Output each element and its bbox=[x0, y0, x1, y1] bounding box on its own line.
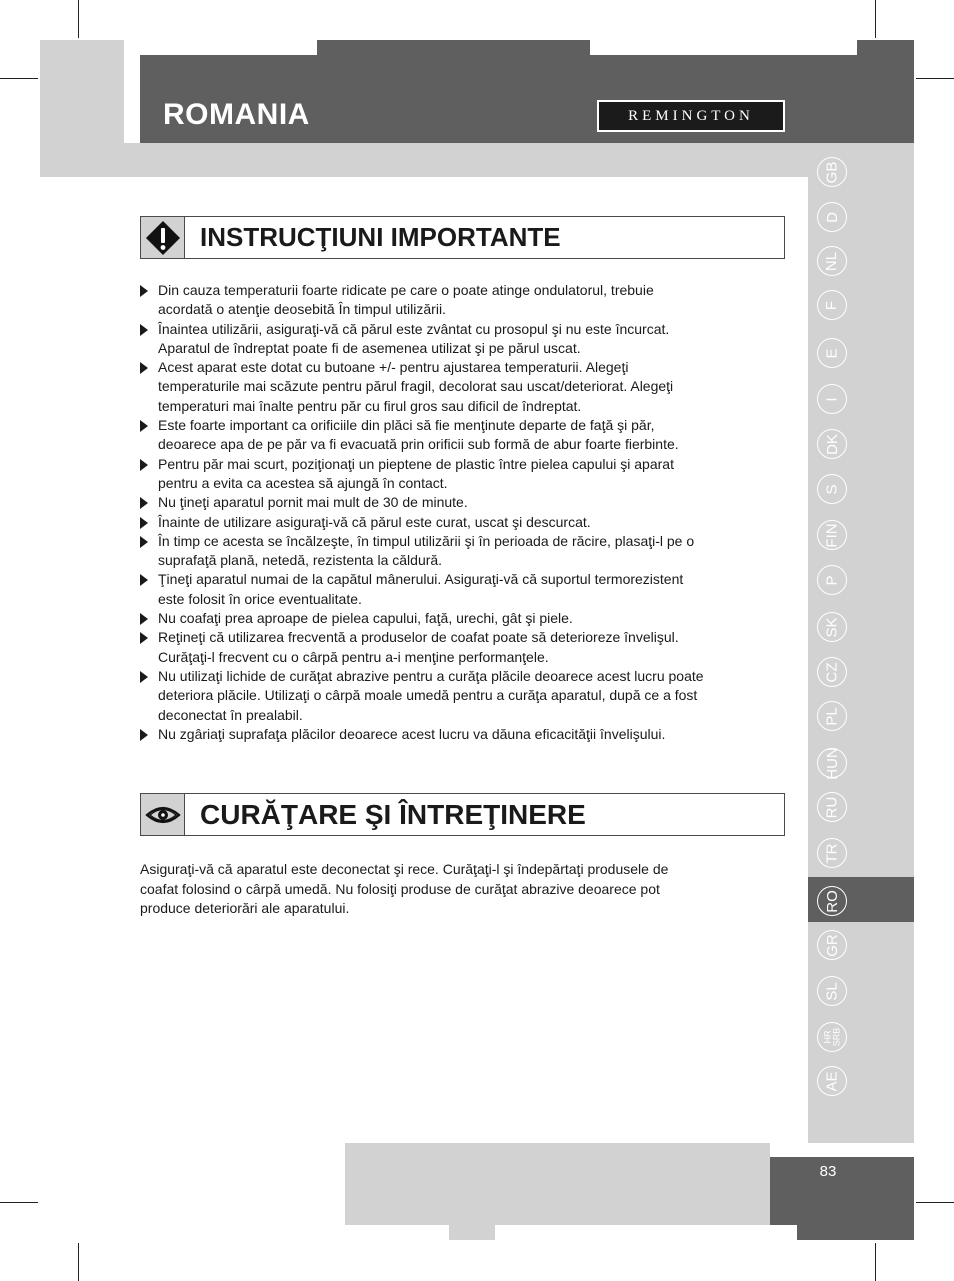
list-item-line: Nu utilizaţi lichide de curăţat abrazive pentru a curăţa plăcile deoarece acest lucru poate bbox=[158, 667, 704, 684]
bullet-triangle-icon bbox=[140, 574, 148, 586]
header-tab-top bbox=[857, 40, 914, 55]
language-tab-label: GR bbox=[823, 933, 841, 957]
list-item-line: Nu zgâriaţi suprafaţa plăcilor deoarece acest lucru va dăuna eficacităţii învelişului. bbox=[158, 725, 666, 742]
crop-mark bbox=[916, 1202, 954, 1203]
list-item bbox=[137, 320, 777, 359]
list-item-line: acordată o atenţie deosebită În timpul utilizării. bbox=[158, 301, 446, 318]
crop-mark bbox=[78, 0, 79, 38]
language-tab-label: P bbox=[823, 574, 841, 586]
exclamation-icon bbox=[145, 220, 181, 256]
bullet-triangle-icon bbox=[140, 536, 148, 548]
crop-mark bbox=[875, 0, 876, 38]
language-tab-tr bbox=[817, 838, 847, 868]
crop-mark bbox=[78, 1243, 79, 1281]
list-item-line: Înainte de utilizare asiguraţi-vă că părul este curat, uscat şi descurcat. bbox=[158, 513, 591, 530]
list-item bbox=[137, 513, 777, 532]
language-tab-f bbox=[817, 290, 847, 320]
list-item-line: suprafaţă plană, netedă, rezistenta la căldură. bbox=[158, 552, 443, 569]
list-item bbox=[137, 570, 777, 609]
bullet-triangle-icon bbox=[140, 362, 148, 374]
paragraph-line: coafat folosind o cârpă umedă. Nu folosiţi produse de curăţat abrazive deoarece pot bbox=[140, 880, 660, 897]
list-item bbox=[137, 416, 777, 455]
list-item-line: Nu coafaţi prea aproape de pielea capului, faţă, urechi, gât şi piele. bbox=[158, 610, 573, 627]
section-header-cleaning bbox=[140, 793, 785, 836]
language-tab-label: D bbox=[823, 211, 841, 223]
crop-mark bbox=[916, 78, 954, 79]
language-tab-label: CZ bbox=[823, 662, 841, 682]
bullet-triangle-icon bbox=[140, 285, 148, 297]
list-item-line: deconectat în prealabil. bbox=[158, 706, 303, 723]
footer-dark-tab bbox=[797, 1225, 914, 1240]
bullet-triangle-icon bbox=[140, 324, 148, 336]
section-icon-box bbox=[141, 794, 185, 835]
list-item-line: Ţineţi aparatul numai de la capătul mânerului. Asiguraţi-vă că suportul termorezistent bbox=[158, 571, 684, 588]
list-item-line: deteriora plăcile. Utilizaţi o cârpă moale umedă pentru a curăţa aparatul, după ce a fost bbox=[158, 687, 698, 704]
list-item-line: Acest aparat este dotat cu butoane +/- pentru ajustarea temperaturii. Alegeţi bbox=[158, 359, 629, 376]
language-tab-ru bbox=[817, 792, 847, 822]
list-item bbox=[137, 455, 777, 494]
language-tab-pl bbox=[817, 701, 847, 731]
language-tab-label: RO bbox=[823, 889, 841, 913]
crop-mark bbox=[0, 78, 38, 79]
language-tab-label: AE bbox=[823, 1070, 841, 1092]
list-item-line: Reţineţi că utilizarea frecventă a produselor de coafat poate să deterioreze învelişul. bbox=[158, 629, 679, 646]
bullet-triangle-icon bbox=[140, 517, 148, 529]
language-tab-label: HUN bbox=[823, 746, 841, 780]
header-tab-top bbox=[317, 40, 590, 55]
language-tab-sk bbox=[817, 612, 847, 642]
footer-light-band bbox=[345, 1143, 770, 1225]
bullet-triangle-icon bbox=[140, 671, 148, 683]
language-tab-label: I bbox=[823, 396, 841, 402]
list-item-line: Nu ţineţi aparatul pornit mai mult de 30 de minute. bbox=[158, 494, 468, 511]
language-tab-label: FIN bbox=[823, 522, 841, 548]
list-item-line: În timp ce acesta se încălzeşte, în timpul utilizării şi în perioada de răcire, plasaţi-l pe o bbox=[158, 532, 695, 549]
language-tab-hr-srb bbox=[817, 1022, 847, 1052]
bullet-triangle-icon bbox=[140, 729, 148, 741]
crop-mark bbox=[0, 1202, 38, 1203]
list-item bbox=[137, 725, 777, 744]
language-tab-label: TR bbox=[823, 843, 841, 863]
list-item-line: Este foarte important ca orificiile din plăci să fie menţinute departe de faţă şi păr, bbox=[158, 417, 655, 434]
language-tab-label: DK bbox=[823, 433, 841, 455]
cleaning-paragraph bbox=[140, 860, 750, 919]
list-item-line: Curăţaţi-l frecvent cu o cârpă pentru a-i menţine performanţele. bbox=[158, 648, 549, 665]
list-item-line: Înaintea utilizării, asiguraţi-vă că părul este zvântat cu prosopul şi nu este încurcat. bbox=[158, 320, 670, 337]
language-tab-label: PL bbox=[823, 706, 841, 726]
list-item bbox=[137, 609, 777, 628]
language-tab-fin bbox=[817, 520, 847, 550]
language-tab-e bbox=[817, 338, 847, 368]
language-tab-label: HR SRB bbox=[821, 1027, 841, 1047]
language-tab-ro bbox=[817, 886, 847, 916]
language-tab-i bbox=[817, 384, 847, 414]
brand-logo-text: REMINGTON bbox=[599, 102, 783, 130]
list-item-line: temperaturi mai înalte pentru păr cu firul gros sau dificil de îndreptat. bbox=[158, 397, 582, 414]
eye-icon bbox=[145, 803, 181, 827]
language-tab-label: RU bbox=[823, 796, 841, 818]
language-tab-nl bbox=[817, 246, 847, 276]
bullet-triangle-icon bbox=[140, 420, 148, 432]
list-item bbox=[137, 493, 777, 512]
language-tab-label: NL bbox=[823, 251, 841, 271]
language-tab-s bbox=[817, 474, 847, 504]
paragraph-line: Asiguraţi-vă că aparatul este deconectat şi rece. Curăţaţi-l şi îndepărtaţi produsele de bbox=[140, 861, 669, 877]
language-tab-ae bbox=[817, 1066, 847, 1096]
section-title: CURĂŢARE ŞI ÎNTREŢINERE bbox=[200, 798, 586, 830]
bullet-triangle-icon bbox=[140, 497, 148, 509]
footer-light-tab bbox=[449, 1225, 495, 1240]
section-title: INSTRUCŢIUNI IMPORTANTE bbox=[200, 222, 561, 252]
language-tab-label: S bbox=[823, 483, 841, 495]
brand-logo bbox=[597, 100, 785, 132]
language-tab-dk bbox=[817, 429, 847, 459]
crop-mark bbox=[875, 1243, 876, 1281]
list-item bbox=[137, 281, 777, 320]
list-item-line: Aparatul de îndreptat poate fi de asemenea utilizat şi pe părul uscat. bbox=[158, 339, 581, 356]
language-tab-label: GB bbox=[823, 161, 841, 183]
list-item-line: Pentru păr mai scurt, poziţionaţi un pieptene de plastic între pielea capului şi aparat bbox=[158, 455, 674, 472]
list-item-line: Din cauza temperaturii foarte ridicate pe care o poate atinge ondulatorul, trebuie bbox=[158, 282, 654, 298]
bullet-triangle-icon bbox=[140, 632, 148, 644]
bullet-triangle-icon bbox=[140, 613, 148, 625]
language-tab-label: F bbox=[823, 300, 841, 310]
language-tab-label: SK bbox=[823, 616, 841, 638]
language-tab-d bbox=[817, 202, 847, 232]
header-light-band bbox=[40, 143, 808, 177]
section-header-important bbox=[140, 216, 785, 259]
list-item-line: deoarece apa de pe păr va fi evacuată prin orificii sub formă de abur foarte fierbinte. bbox=[158, 436, 679, 453]
country-title: ROMANIA bbox=[163, 98, 310, 131]
list-item bbox=[137, 667, 777, 725]
language-tab-label: SL bbox=[823, 981, 841, 1001]
list-item bbox=[137, 628, 777, 667]
language-tab-p bbox=[817, 565, 847, 595]
list-item-line: este folosit în orice eventualitate. bbox=[158, 590, 362, 607]
list-item-line: pentru a evita ca acestea să ajungă în contact. bbox=[158, 474, 448, 491]
language-tab-cz bbox=[817, 657, 847, 687]
bullet-triangle-icon bbox=[140, 459, 148, 471]
language-tab-gr bbox=[817, 930, 847, 960]
language-tab-gb bbox=[817, 157, 847, 187]
instructions-list bbox=[137, 281, 777, 744]
language-tab-hun bbox=[817, 748, 847, 778]
section-icon-box bbox=[141, 217, 185, 258]
language-tab-label: E bbox=[823, 347, 841, 359]
list-item bbox=[137, 532, 777, 571]
list-item bbox=[137, 358, 777, 416]
language-tab-sl bbox=[817, 976, 847, 1006]
list-item-line: temperaturile mai scăzute pentru părul fragil, decolorat sau uscat/deteriorat. Alegeţi bbox=[158, 378, 674, 395]
paragraph-line: produce deteriorări ale aparatului. bbox=[140, 900, 350, 916]
page-number: 83 bbox=[819, 1163, 837, 1180]
